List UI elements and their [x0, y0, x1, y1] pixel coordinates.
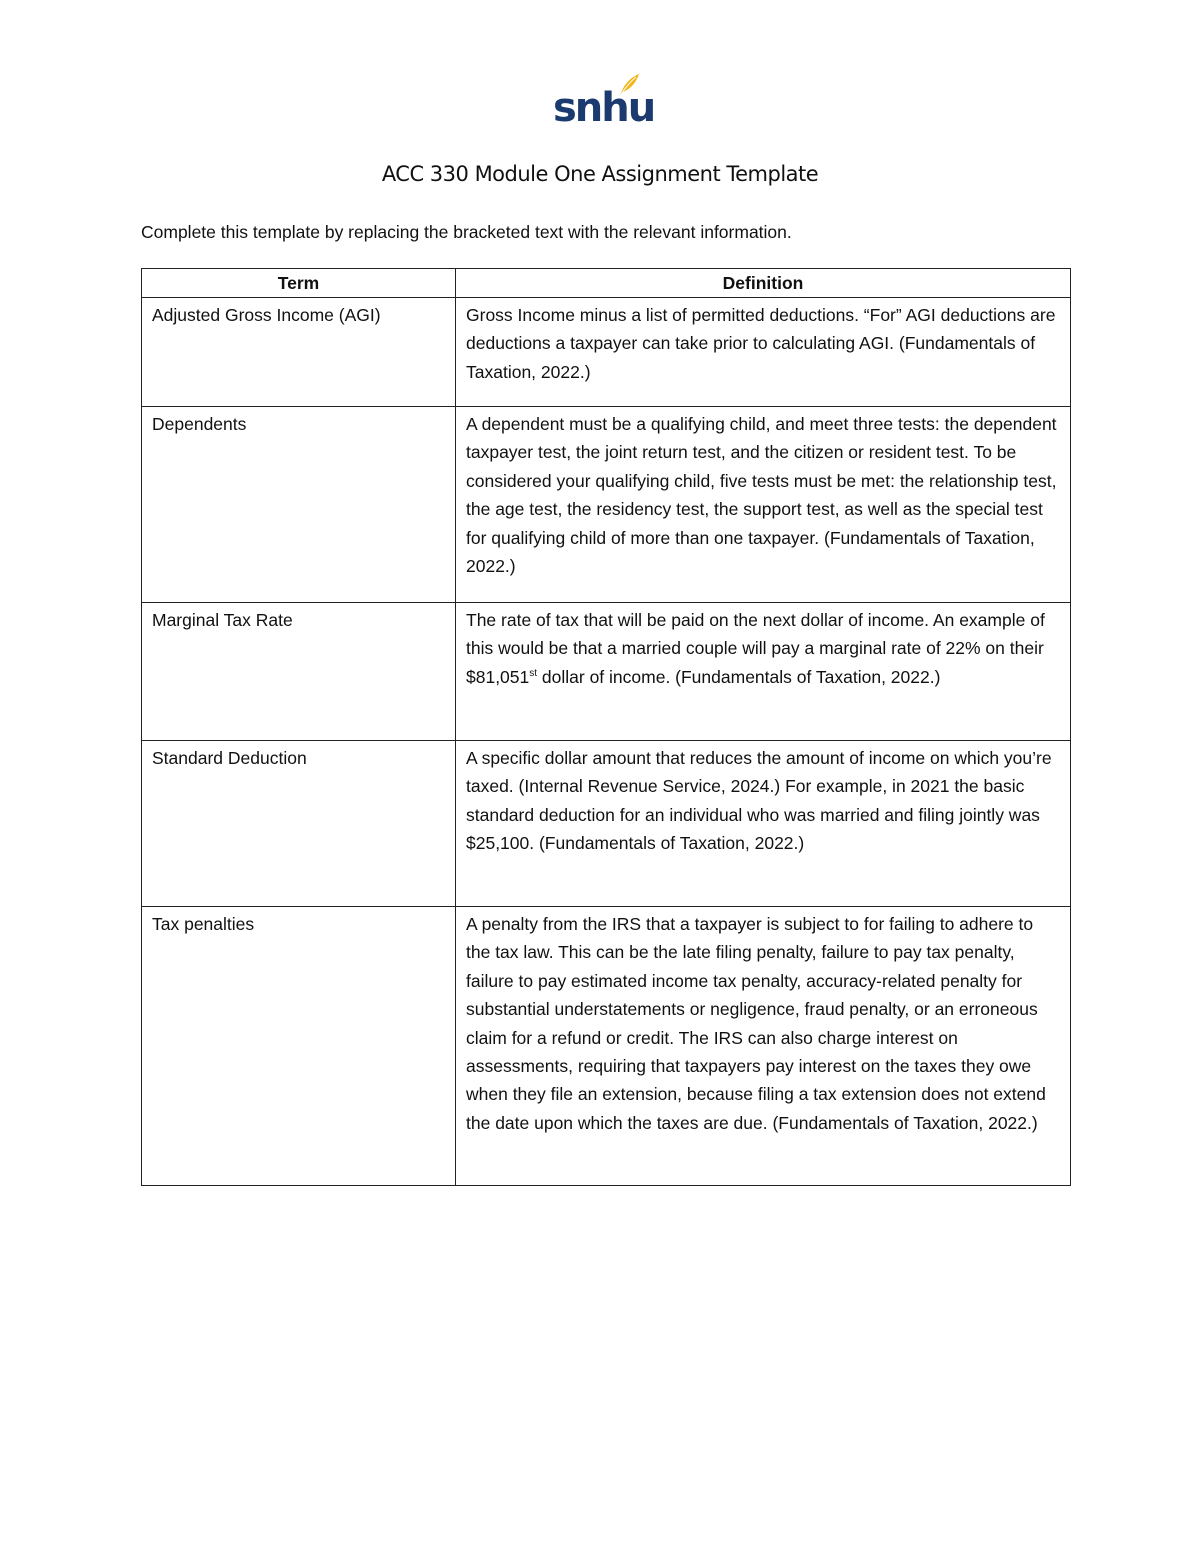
definition-cell: Gross Income minus a list of permitted deductions. “For” AGI deductions are deductions a taxpayer can take prior to calculating AGI. (Fundamentals of Taxation, 2022.) — [456, 298, 1071, 407]
leaf-icon — [617, 72, 641, 98]
term-column-header: Term — [142, 269, 456, 298]
table-row — [142, 603, 1071, 741]
table-row — [142, 741, 1071, 907]
definition-text-continued: dollar of income. (Fundamentals of Taxation, 2022.) — [537, 666, 941, 687]
term-cell: Adjusted Gross Income (AGI) — [142, 298, 456, 407]
snhu-logo — [553, 72, 655, 134]
definition-cell: A penalty from the IRS that a taxpayer is subject to for failing to adhere to the tax law. This can be the late filing penalty, failure to pay tax penalty, failure to pay estimated income tax penalty, accuracy-related penalty for substantial understatements or negligence, fraud penalty, or an erroneous claim for a refund or credit. The IRS can also charge interest on assessments, requiring that taxpayers pay interest on the taxes they owe when they file an extension, because filing a tax extension does not extend the date upon which the taxes are due. (Fundamentals of Taxation, 2022.) — [456, 907, 1071, 1186]
instructions-text: Complete this template by replacing the bracketed text with the relevant information. — [141, 222, 792, 242]
term-cell: Tax penalties — [142, 907, 456, 1186]
table-row — [142, 907, 1071, 1186]
table-header-row — [142, 269, 1071, 298]
table-row — [142, 407, 1071, 603]
document-title: ACC 330 Module One Assignment Template — [381, 162, 819, 186]
definition-cell — [456, 603, 1071, 741]
ordinal-suffix: st — [529, 667, 538, 679]
table-row — [142, 298, 1071, 407]
definition-cell: A specific dollar amount that reduces the amount of income on which you’re taxed. (Internal Revenue Service, 2024.) For example, in 2021 the basic standard deduction for an individual who was married and filing jointly was $25,100. (Fundamentals of Taxation, 2022.) — [456, 741, 1071, 907]
term-cell: Marginal Tax Rate — [142, 603, 456, 741]
terms-table — [141, 268, 1071, 1186]
definition-text: The rate of tax that will be paid on the next dollar of income. An example of this would be that a married couple will pay a marginal rate of 22% on their $81,051 — [466, 610, 1045, 687]
definition-column-header: Definition — [456, 269, 1071, 298]
logo-wordmark: snhu — [553, 85, 655, 131]
term-cell: Dependents — [142, 407, 456, 603]
term-cell: Standard Deduction — [142, 741, 456, 907]
definition-cell: A dependent must be a qualifying child, and meet three tests: the dependent taxpayer test, the joint return test, and the citizen or resident test. To be considered your qualifying child, five tests must be met: the relationship test, the age test, the residency test, the support test, as well as the special test for qualifying child of more than one taxpayer. (Fundamentals of Taxation, 2022.) — [456, 407, 1071, 603]
